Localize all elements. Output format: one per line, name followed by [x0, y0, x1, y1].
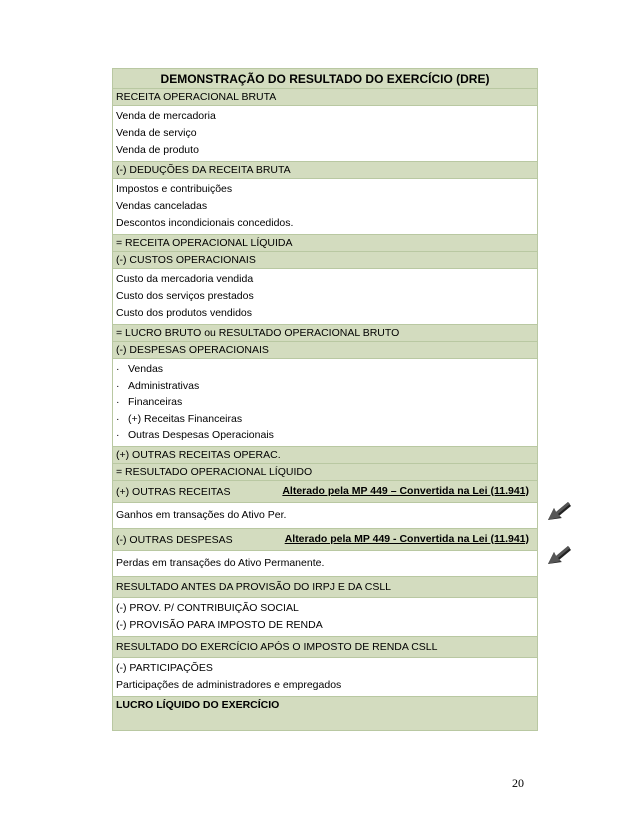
section-items-resultado-antes — [112, 598, 538, 637]
list-item: · Administrativas — [116, 378, 534, 395]
section-items-receita-bruta — [112, 106, 538, 162]
section-header-outras-receitas-operac: (+) OUTRAS RECEITAS OPERAC. — [112, 447, 538, 464]
section-header-despesas: (-) DESPESAS OPERACIONAIS — [112, 342, 538, 359]
section-header-label: (+) OUTRAS RECEITAS — [116, 485, 231, 498]
section-items-outras-receitas — [112, 503, 538, 529]
arrow-pointer-icon — [544, 500, 572, 526]
list-item: Descontos incondicionais concedidos. — [116, 217, 294, 229]
page-title: DEMONSTRAÇÃO DO RESULTADO DO EXERCÍCIO (DRE) — [112, 68, 538, 89]
list-item: Custo dos produtos vendidos — [116, 307, 253, 319]
bullet-icon: · — [116, 429, 120, 441]
list-item: Ganhos em transações do Ativo Per. — [116, 508, 287, 521]
bullet-icon: · — [116, 396, 120, 408]
section-header-lucro-liquido — [112, 697, 538, 731]
section-header-resultado-antes: RESULTADO ANTES DA PROVISÃO DO IRPJ E DA CSLL — [112, 577, 538, 598]
section-items-custos — [112, 269, 538, 325]
section-header-lucro-bruto: = LUCRO BRUTO ou RESULTADO OPERACIONAL BRUTO — [112, 325, 538, 342]
legal-note: Alterado pela MP 449 – Convertida na Lei (11.941) — [282, 484, 529, 497]
section-header-resultado-liquido: = RESULTADO OPERACIONAL LÍQUIDO — [112, 464, 538, 481]
section-header-label: LUCRO LÍQUIDO DO EXERCÍCIO — [116, 698, 280, 711]
section-items-outras-despesas — [112, 551, 538, 577]
section-items-deducoes — [112, 179, 538, 235]
bullet-icon: · — [116, 379, 120, 392]
section-header-label: (-) OUTRAS DESPESAS — [116, 533, 233, 546]
list-item: Impostos e contribuições — [116, 183, 233, 195]
section-items-resultado-apos — [112, 658, 538, 697]
section-header-deducoes: (-) DEDUÇÕES DA RECEITA BRUTA — [112, 162, 538, 179]
list-item: · Outras Despesas Operacionais — [116, 427, 534, 444]
bullet-icon: · — [116, 363, 120, 375]
section-header-resultado-apos: RESULTADO DO EXERCÍCIO APÓS O IMPOSTO DE RENDA CSLL — [112, 637, 538, 658]
section-header-outras-despesas — [112, 529, 538, 551]
list-item: · Vendas — [116, 361, 534, 378]
section-header-receita-bruta: RECEITA OPERACIONAL BRUTA — [112, 89, 538, 106]
list-item: · (+) Receitas Financeiras — [116, 411, 534, 428]
list-item: Vendas canceladas — [116, 200, 208, 212]
section-header-outras-receitas — [112, 481, 538, 503]
page-number: 20 — [512, 776, 524, 790]
section-items-despesas — [112, 359, 538, 447]
list-item: (-) PROV. P/ CONTRIBUIÇÃO SOCIAL — [116, 601, 299, 614]
list-item: Venda de mercadoria — [116, 110, 216, 122]
section-header-custos: (-) CUSTOS OPERACIONAIS — [112, 252, 538, 269]
bullet-icon: · — [116, 412, 120, 425]
list-item: (-) PROVISÃO PARA IMPOSTO DE RENDA — [116, 618, 323, 631]
list-item: Perdas em transações do Ativo Permanente. — [116, 556, 325, 569]
list-item: Participações de administradores e empregados — [116, 678, 342, 691]
section-header-receita-liquida: = RECEITA OPERACIONAL LÍQUIDA — [112, 235, 538, 252]
dre-table — [112, 68, 538, 731]
arrow-pointer-icon — [544, 544, 572, 570]
list-item: Custo da mercadoria vendida — [116, 273, 254, 285]
list-item: Custo dos serviços prestados — [116, 290, 254, 302]
list-item: · Financeiras — [116, 394, 534, 411]
list-item: (-) PARTICIPAÇÕES — [116, 661, 213, 674]
list-item: Venda de produto — [116, 144, 199, 156]
list-item: Venda de serviço — [116, 127, 197, 139]
legal-note: Alterado pela MP 449 - Convertida na Lei (11.941) — [284, 532, 529, 545]
